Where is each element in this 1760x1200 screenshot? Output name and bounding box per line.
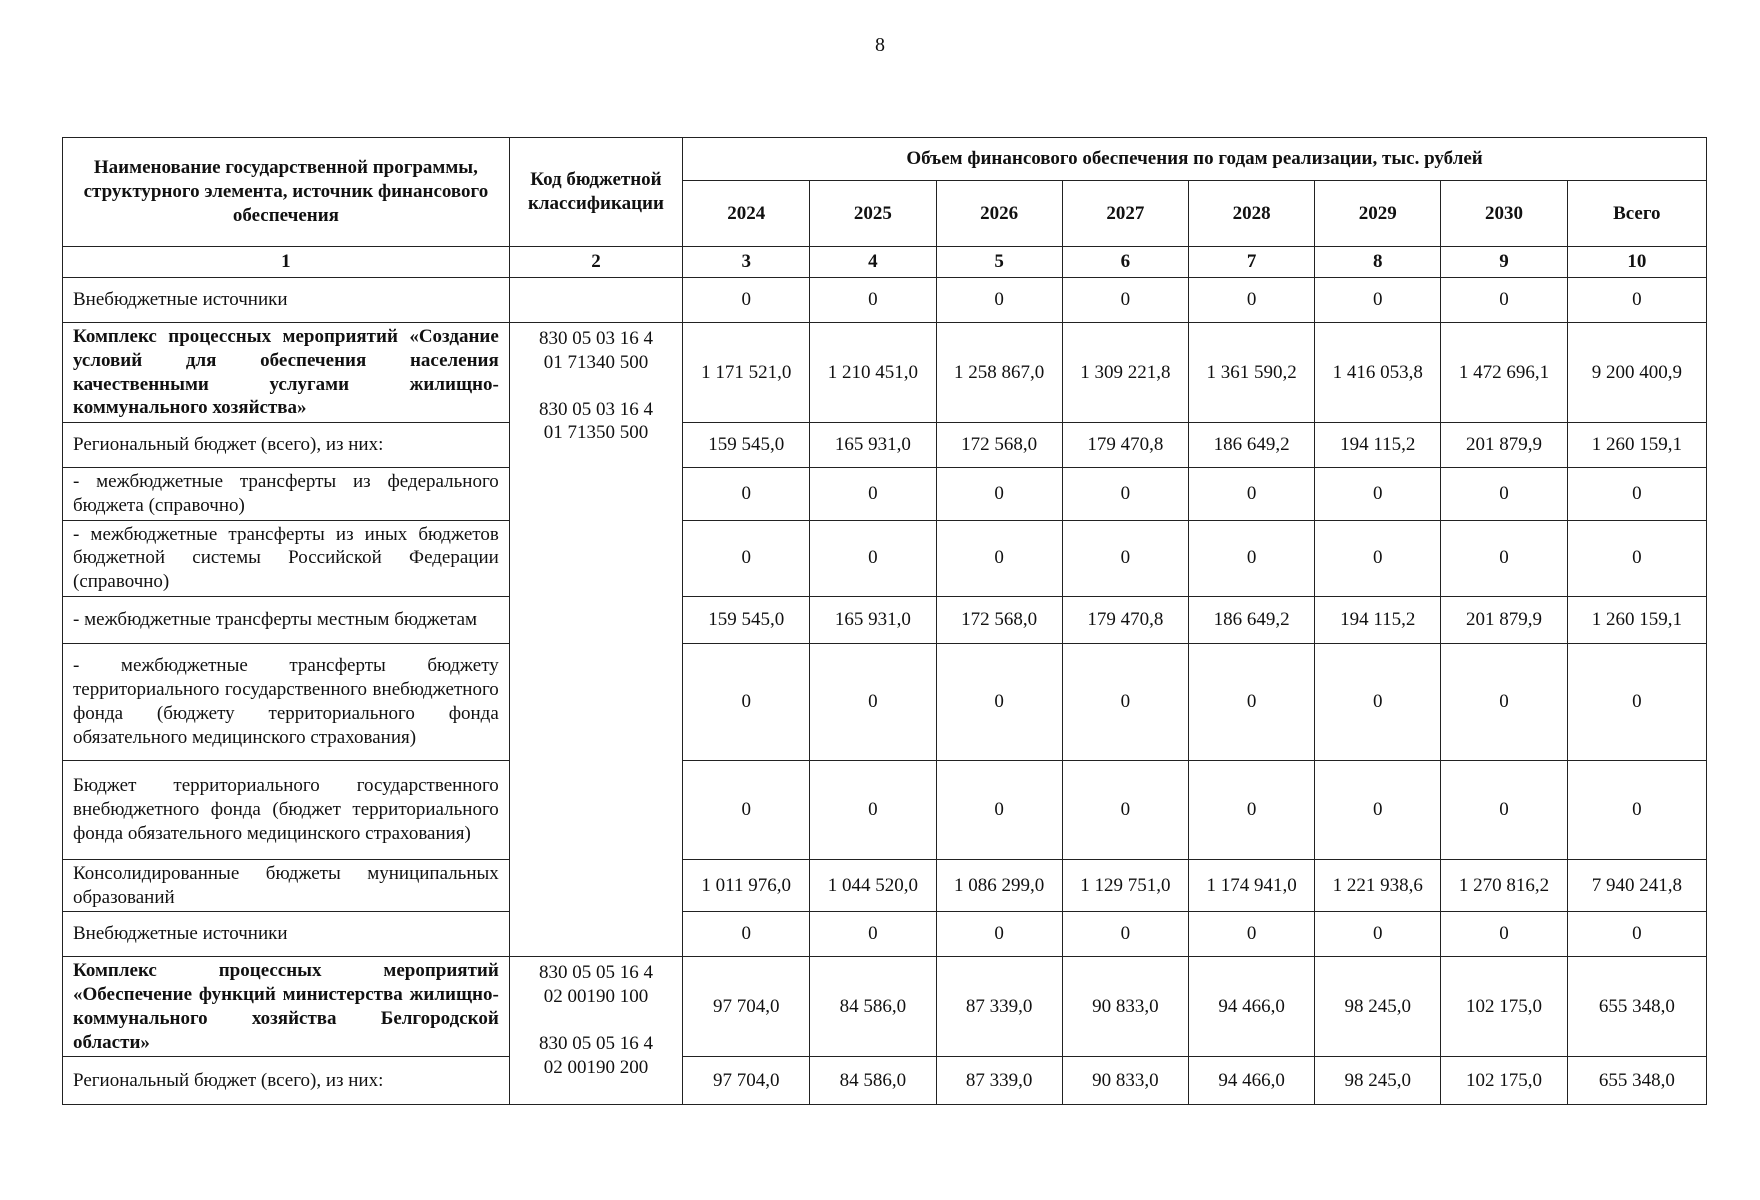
row-label: Внебюджетные источники xyxy=(63,278,510,323)
year-value-cell: 0 xyxy=(683,468,810,521)
row-label: - межбюджетные трансферты из иных бюджетов бюджетной системы Российской Федерации (справочно) xyxy=(63,520,510,596)
budget-code-line: 830 05 03 16 4 xyxy=(538,398,653,420)
year-value-cell: 0 xyxy=(1062,643,1188,760)
page-number: 8 xyxy=(875,34,885,56)
budget-code-line: 830 05 05 16 4 xyxy=(538,962,653,984)
year-value-cell: 159 545,0 xyxy=(683,596,810,643)
total-value-cell: 0 xyxy=(1567,278,1706,323)
row-label: - межбюджетные трансферты местным бюджетам xyxy=(63,596,510,643)
year-value-cell: 0 xyxy=(936,278,1062,323)
year-value-cell: 0 xyxy=(1441,643,1567,760)
year-value-cell: 0 xyxy=(936,468,1062,521)
header-year: 2030 xyxy=(1441,181,1567,247)
column-number: 8 xyxy=(1315,247,1441,278)
header-year: 2027 xyxy=(1062,181,1188,247)
year-value-cell: 0 xyxy=(1062,760,1188,859)
budget-code-line: 01 71350 500 xyxy=(543,422,649,444)
total-value-cell: 0 xyxy=(1567,643,1706,760)
column-number: 6 xyxy=(1062,247,1188,278)
year-value-cell: 186 649,2 xyxy=(1188,423,1314,468)
table-row xyxy=(63,912,1707,957)
year-value-cell: 90 833,0 xyxy=(1062,957,1188,1057)
year-value-cell: 1 416 053,8 xyxy=(1315,323,1441,423)
table-row xyxy=(63,957,1707,1057)
column-number: 3 xyxy=(683,247,810,278)
year-value-cell: 179 470,8 xyxy=(1062,596,1188,643)
year-value-cell: 0 xyxy=(936,760,1062,859)
year-value-cell: 98 245,0 xyxy=(1315,1057,1441,1105)
year-value-cell: 0 xyxy=(1441,760,1567,859)
year-value-cell: 0 xyxy=(810,468,936,521)
year-value-cell: 0 xyxy=(1062,468,1188,521)
year-value-cell: 0 xyxy=(810,520,936,596)
row-label: Комплекс процессных мероприятий «Обеспечение функций министерства жилищно-коммунального хозяйства Белгородской области» xyxy=(63,957,510,1057)
year-value-cell: 0 xyxy=(1062,520,1188,596)
table-row xyxy=(63,468,1707,521)
year-value-cell: 0 xyxy=(810,643,936,760)
year-value-cell: 0 xyxy=(683,520,810,596)
year-value-cell: 0 xyxy=(810,760,936,859)
year-value-cell: 0 xyxy=(1188,520,1314,596)
column-number: 4 xyxy=(810,247,936,278)
header-year: 2025 xyxy=(810,181,936,247)
year-value-cell: 159 545,0 xyxy=(683,423,810,468)
year-value-cell: 0 xyxy=(1188,760,1314,859)
row-label: Региональный бюджет (всего), из них: xyxy=(63,1057,510,1105)
year-value-cell: 0 xyxy=(1188,643,1314,760)
year-value-cell: 201 879,9 xyxy=(1441,423,1567,468)
year-value-cell: 0 xyxy=(683,760,810,859)
budget-code-cell xyxy=(509,957,682,1105)
year-value-cell: 0 xyxy=(1188,278,1314,323)
year-value-cell: 0 xyxy=(810,912,936,957)
budget-code-cell xyxy=(509,323,682,957)
year-value-cell: 1 086 299,0 xyxy=(936,859,1062,912)
column-number: 9 xyxy=(1441,247,1567,278)
column-number: 7 xyxy=(1188,247,1314,278)
column-number: 1 xyxy=(63,247,510,278)
row-label: Консолидированные бюджеты муниципальных образований xyxy=(63,859,510,912)
row-label: Региональный бюджет (всего), из них: xyxy=(63,423,510,468)
budget-code-line: 02 00190 200 xyxy=(543,1056,649,1078)
budget-code-line: 830 05 03 16 4 xyxy=(538,328,653,349)
table-row xyxy=(63,859,1707,912)
year-value-cell: 1 129 751,0 xyxy=(1062,859,1188,912)
year-value-cell: 1 309 221,8 xyxy=(1062,323,1188,423)
total-value-cell: 0 xyxy=(1567,468,1706,521)
table-row xyxy=(63,760,1707,859)
year-value-cell: 0 xyxy=(683,912,810,957)
row-label: Комплекс процессных мероприятий «Создание условий для обеспечения населения качественными услугами жилищно-коммунального хозяйства» xyxy=(63,323,510,423)
table-row xyxy=(63,423,1707,468)
year-value-cell: 0 xyxy=(936,643,1062,760)
header-code-column: Код бюджетной классификации xyxy=(509,138,682,247)
year-value-cell: 90 833,0 xyxy=(1062,1057,1188,1105)
year-value-cell: 194 115,2 xyxy=(1315,423,1441,468)
header-year: 2024 xyxy=(683,181,810,247)
year-value-cell: 84 586,0 xyxy=(810,957,936,1057)
header-name-column: Наименование государственной программы, структурного элемента, источник финансового обеспечения xyxy=(63,138,510,247)
year-value-cell: 0 xyxy=(1441,912,1567,957)
year-value-cell: 0 xyxy=(936,912,1062,957)
total-value-cell: 0 xyxy=(1567,760,1706,859)
total-value-cell: 7 940 241,8 xyxy=(1567,859,1706,912)
column-number: 10 xyxy=(1567,247,1706,278)
year-value-cell: 1 044 520,0 xyxy=(810,859,936,912)
year-value-cell: 98 245,0 xyxy=(1315,957,1441,1057)
year-value-cell: 97 704,0 xyxy=(683,957,810,1057)
total-value-cell: 9 200 400,9 xyxy=(1567,323,1706,423)
header-year: 2029 xyxy=(1315,181,1441,247)
year-value-cell: 1 258 867,0 xyxy=(936,323,1062,423)
financing-table xyxy=(62,137,1707,1105)
row-label: Бюджет территориального государственного внебюджетного фонда (бюджет территориального фонда обязательного медицинского страхования) xyxy=(63,760,510,859)
budget-code-line: 02 00190 100 xyxy=(543,986,649,1007)
total-value-cell: 0 xyxy=(1567,912,1706,957)
year-value-cell: 0 xyxy=(1315,520,1441,596)
year-value-cell: 0 xyxy=(810,278,936,323)
year-value-cell: 165 931,0 xyxy=(810,596,936,643)
year-value-cell: 1 270 816,2 xyxy=(1441,859,1567,912)
year-value-cell: 1 472 696,1 xyxy=(1441,323,1567,423)
year-value-cell: 0 xyxy=(1315,278,1441,323)
year-value-cell: 0 xyxy=(1315,643,1441,760)
budget-code-line: 830 05 05 16 4 xyxy=(538,1032,653,1054)
column-number: 2 xyxy=(509,247,682,278)
year-value-cell: 1 171 521,0 xyxy=(683,323,810,423)
year-value-cell: 87 339,0 xyxy=(936,957,1062,1057)
year-value-cell: 102 175,0 xyxy=(1441,1057,1567,1105)
row-label: - межбюджетные трансферты бюджету территориального государственного внебюджетного фонда (бюджету территориального фонда обязательного медицинского страхования) xyxy=(63,643,510,760)
budget-code-cell xyxy=(509,278,682,323)
header-year: 2028 xyxy=(1188,181,1314,247)
row-label: Внебюджетные источники xyxy=(63,912,510,957)
year-value-cell: 172 568,0 xyxy=(936,423,1062,468)
table-row xyxy=(63,643,1707,760)
year-value-cell: 97 704,0 xyxy=(683,1057,810,1105)
year-value-cell: 186 649,2 xyxy=(1188,596,1314,643)
year-value-cell: 0 xyxy=(1062,912,1188,957)
year-value-cell: 0 xyxy=(1188,912,1314,957)
year-value-cell: 179 470,8 xyxy=(1062,423,1188,468)
header-total: Всего xyxy=(1567,181,1706,247)
header-volume: Объем финансового обеспечения по годам реализации, тыс. рублей xyxy=(683,138,1707,181)
header-year: 2026 xyxy=(936,181,1062,247)
year-value-cell: 0 xyxy=(1062,278,1188,323)
year-value-cell: 0 xyxy=(1315,912,1441,957)
year-value-cell: 94 466,0 xyxy=(1188,1057,1314,1105)
year-value-cell: 87 339,0 xyxy=(936,1057,1062,1105)
total-value-cell: 0 xyxy=(1567,520,1706,596)
year-value-cell: 0 xyxy=(1441,468,1567,521)
total-value-cell: 1 260 159,1 xyxy=(1567,596,1706,643)
year-value-cell: 0 xyxy=(1188,468,1314,521)
year-value-cell: 0 xyxy=(683,278,810,323)
table-row xyxy=(63,278,1707,323)
year-value-cell: 1 210 451,0 xyxy=(810,323,936,423)
year-value-cell: 0 xyxy=(683,643,810,760)
year-value-cell: 0 xyxy=(1315,760,1441,859)
year-value-cell: 0 xyxy=(936,520,1062,596)
table-row xyxy=(63,596,1707,643)
total-value-cell: 655 348,0 xyxy=(1567,957,1706,1057)
table-row xyxy=(63,520,1707,596)
year-value-cell: 94 466,0 xyxy=(1188,957,1314,1057)
year-value-cell: 1 174 941,0 xyxy=(1188,859,1314,912)
year-value-cell: 1 221 938,6 xyxy=(1315,859,1441,912)
table-row xyxy=(63,323,1707,423)
year-value-cell: 165 931,0 xyxy=(810,423,936,468)
year-value-cell: 1 011 976,0 xyxy=(683,859,810,912)
year-value-cell: 1 361 590,2 xyxy=(1188,323,1314,423)
column-number: 5 xyxy=(936,247,1062,278)
row-label: - межбюджетные трансферты из федерального бюджета (справочно) xyxy=(63,468,510,521)
year-value-cell: 201 879,9 xyxy=(1441,596,1567,643)
year-value-cell: 0 xyxy=(1441,520,1567,596)
budget-code-line: 01 71340 500 xyxy=(543,351,649,373)
year-value-cell: 0 xyxy=(1441,278,1567,323)
total-value-cell: 1 260 159,1 xyxy=(1567,423,1706,468)
year-value-cell: 102 175,0 xyxy=(1441,957,1567,1057)
total-value-cell: 655 348,0 xyxy=(1567,1057,1706,1105)
table-row xyxy=(63,1057,1707,1105)
year-value-cell: 172 568,0 xyxy=(936,596,1062,643)
year-value-cell: 0 xyxy=(1315,468,1441,521)
year-value-cell: 84 586,0 xyxy=(810,1057,936,1105)
year-value-cell: 194 115,2 xyxy=(1315,596,1441,643)
